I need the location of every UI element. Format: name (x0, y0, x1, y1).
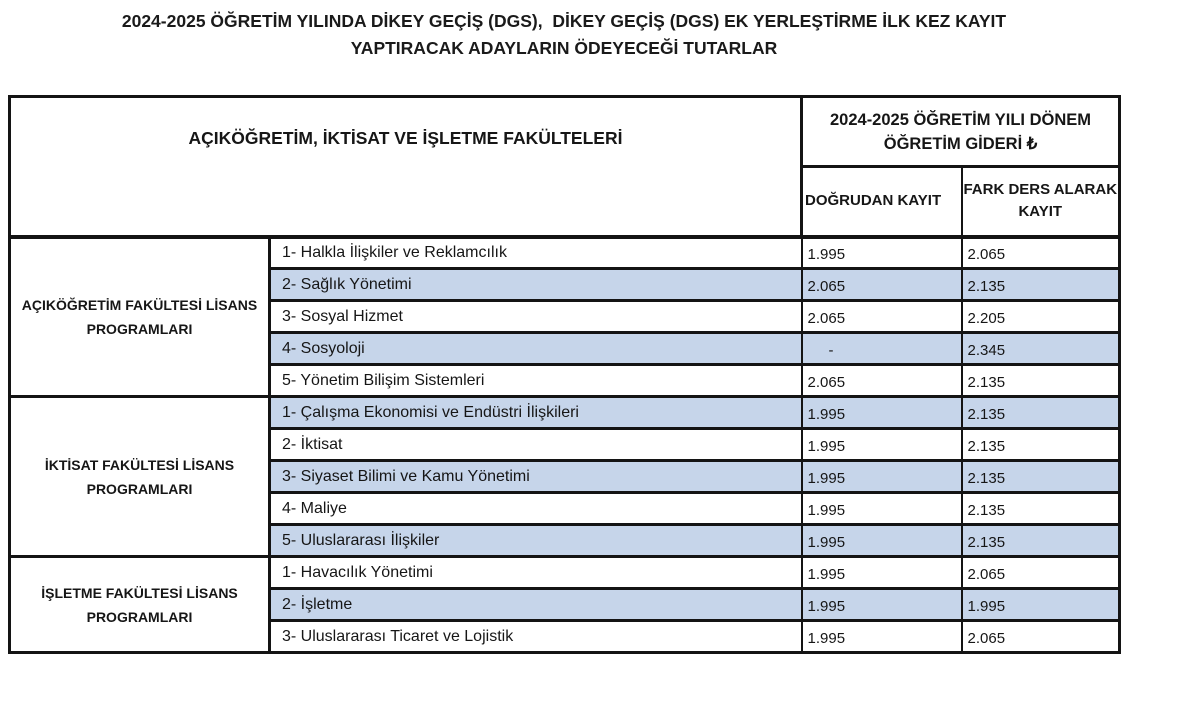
program-name-cell: 5- Yönetim Bilişim Sistemleri (270, 365, 802, 397)
fee-period-header-line-1: 2024-2025 ÖĞRETİM YILI DÖNEM (829, 110, 1092, 129)
direct-registration-fee-cell: 1.995 (802, 237, 962, 269)
fark-ders-fee-cell: 2.065 (962, 237, 1120, 269)
title-line-1: 2024-2025 ÖĞRETİM YILINDA DİKEY GEÇİŞ (DGS), DİKEY GEÇİŞ (DGS) EK YERLEŞTİRME İLK KEZ KAYIT (121, 11, 1007, 31)
direct-registration-fee-cell: 1.995 (802, 557, 962, 589)
fark-ders-fee-cell: 2.345 (962, 333, 1120, 365)
program-name-cell: 2- İşletme (270, 589, 802, 621)
program-name-cell: 4- Maliye (270, 493, 802, 525)
fark-ders-fee-cell: 2.135 (962, 493, 1120, 525)
program-name-cell: 4- Sosyoloji (270, 333, 802, 365)
direct-registration-fee-cell: 1.995 (802, 493, 962, 525)
faculty-group-label: AÇIKÖĞRETİM FAKÜLTESİ LİSANS PROGRAMLARI (10, 237, 270, 397)
program-name-cell: 1- Halkla İlişkiler ve Reklamcılık (270, 237, 802, 269)
table-row (10, 397, 1120, 429)
faculty-group-label: İŞLETME FAKÜLTESİ LİSANS PROGRAMLARI (10, 557, 270, 653)
direct-registration-fee-cell: - (802, 333, 962, 365)
table-body (10, 237, 1120, 653)
program-name-cell: 3- Sosyal Hizmet (270, 301, 802, 333)
direct-registration-fee-cell: 1.995 (802, 621, 962, 653)
fark-ders-fee-cell: 2.135 (962, 429, 1120, 461)
fark-ders-fee-cell: 2.205 (962, 301, 1120, 333)
fark-ders-fee-cell: 2.135 (962, 461, 1120, 493)
fark-ders-fee-cell: 2.135 (962, 269, 1120, 301)
fee-period-header-line-2: ÖĞRETİM GİDERİ ₺ (883, 134, 1038, 153)
direct-registration-fee-cell: 1.995 (802, 397, 962, 429)
program-name-cell: 5- Uluslararası İlişkiler (270, 525, 802, 557)
program-name-cell: 2- İktisat (270, 429, 802, 461)
program-name-cell: 3- Uluslararası Ticaret ve Lojistik (270, 621, 802, 653)
faculty-group-label: İKTİSAT FAKÜLTESİ LİSANS PROGRAMLARI (10, 397, 270, 557)
fark-ders-fee-cell: 2.065 (962, 557, 1120, 589)
column-header-fark-ders-alarak-kayit: FARK DERS ALARAK KAYIT (962, 167, 1120, 237)
program-name-cell: 1- Havacılık Yönetimi (270, 557, 802, 589)
fark-ders-fee-cell: 2.135 (962, 525, 1120, 557)
direct-registration-fee-cell: 2.065 (802, 301, 962, 333)
direct-registration-fee-cell: 1.995 (802, 429, 962, 461)
direct-registration-fee-cell: 1.995 (802, 525, 962, 557)
program-name-cell: 3- Siyaset Bilimi ve Kamu Yönetimi (270, 461, 802, 493)
table-row (10, 237, 1120, 269)
fark-ders-fee-cell: 2.065 (962, 621, 1120, 653)
direct-registration-fee-cell: 1.995 (802, 461, 962, 493)
faculties-header: AÇIKÖĞRETİM, İKTİSAT VE İŞLETME FAKÜLTELERİ (10, 97, 802, 237)
fark-ders-fee-cell: 2.135 (962, 365, 1120, 397)
fee-period-header (802, 97, 1120, 167)
program-name-cell: 1- Çalışma Ekonomisi ve Endüstri İlişkileri (270, 397, 802, 429)
fark-ders-fee-cell: 1.995 (962, 589, 1120, 621)
header-row-main (10, 97, 1120, 167)
title-line-2: YAPTIRACAK ADAYLARIN ÖDEYECEĞİ TUTARLAR (350, 38, 778, 58)
column-header-dogrudan-kayit: DOĞRUDAN KAYIT (802, 167, 962, 237)
direct-registration-fee-cell: 2.065 (802, 269, 962, 301)
table-row (10, 557, 1120, 589)
direct-registration-fee-cell: 2.065 (802, 365, 962, 397)
program-name-cell: 2- Sağlık Yönetimi (270, 269, 802, 301)
table-header (10, 97, 1120, 237)
fark-ders-fee-cell: 2.135 (962, 397, 1120, 429)
fees-table (8, 95, 1121, 654)
direct-registration-fee-cell: 1.995 (802, 589, 962, 621)
page-title (0, 8, 1128, 62)
